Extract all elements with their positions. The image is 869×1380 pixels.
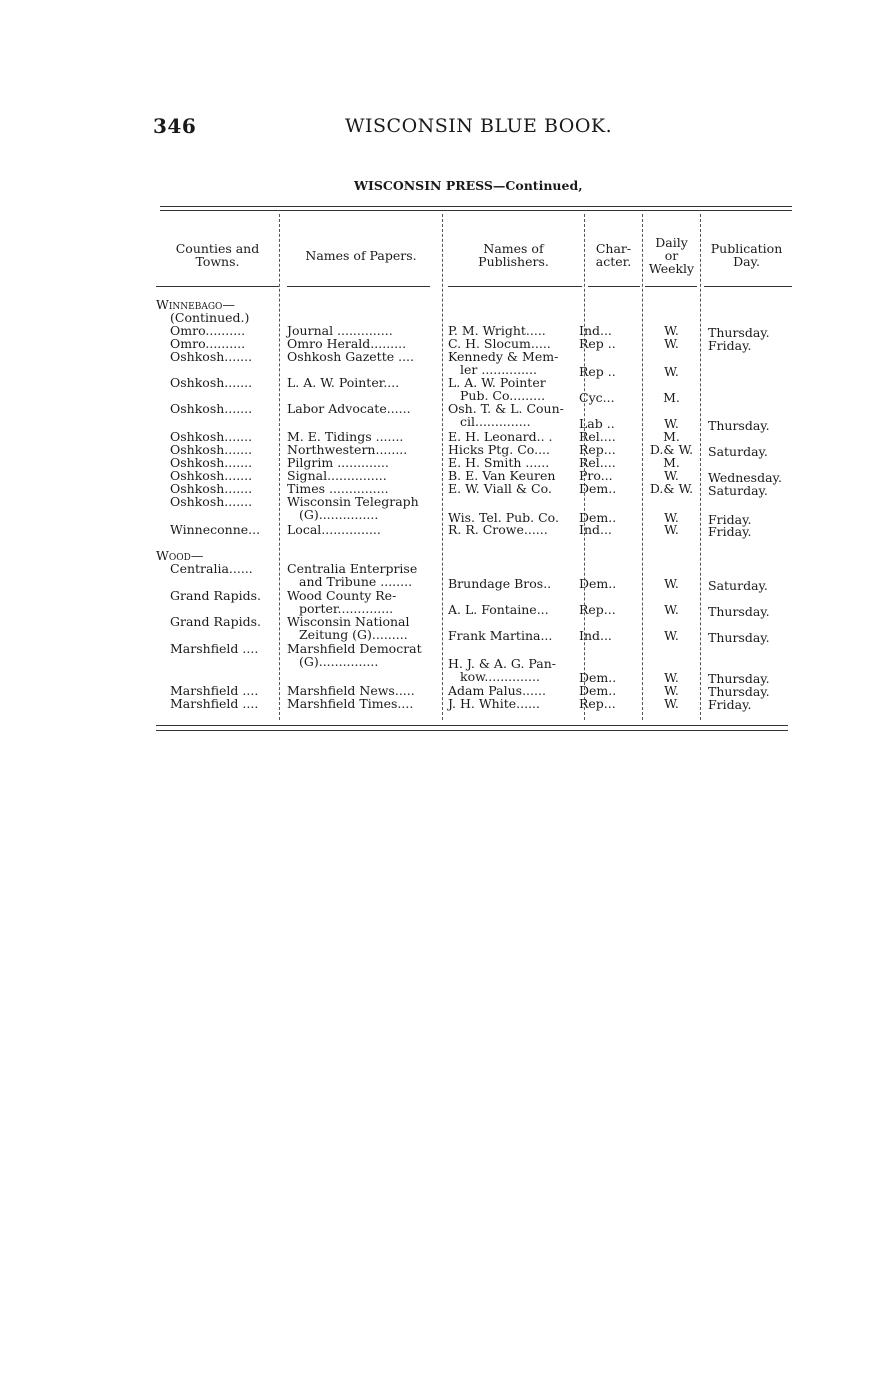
county-group-heading: Winnebago— [156, 297, 235, 312]
character-cell: Rep... [579, 696, 616, 711]
column-divider [279, 214, 280, 720]
publisher-cell: Osh. T. & L. Coun- [448, 401, 564, 416]
publisher-cell: ler .............. [460, 362, 537, 377]
frequency-cell: W. [664, 576, 679, 591]
county-cell: Centralia...... [170, 561, 253, 576]
frequency-cell: D.& W. [649, 442, 694, 457]
county-cell: Marshfield .... [170, 641, 259, 656]
frequency-cell: M. [663, 429, 680, 444]
publication-day-cell: Thursday. [708, 325, 770, 340]
header-frequency: Daily or Weekly [648, 234, 695, 276]
county-cell: Grand Rapids. [170, 614, 261, 629]
publication-day-cell: Friday. [708, 697, 752, 712]
publisher-cell: R. R. Crowe...... [448, 522, 548, 537]
county-cell: Oshkosh....... [170, 401, 253, 416]
table-header [156, 228, 792, 282]
column-divider [442, 214, 443, 720]
frequency-cell: W. [664, 510, 679, 525]
publisher-cell: E. H. Leonard.. . [448, 429, 553, 444]
frequency-cell: M. [663, 390, 680, 405]
county-cell: Grand Rapids. [170, 588, 261, 603]
publisher-cell: C. H. Slocum..... [448, 336, 551, 351]
character-cell: Rep... [579, 442, 616, 457]
table-top-rule-2 [160, 210, 792, 211]
publication-day-cell: Thursday. [708, 630, 770, 645]
paper-name-cell: Local............... [287, 522, 381, 537]
paper-name-cell: (G)............... [299, 654, 379, 669]
paper-name-cell: Marshfield News..... [287, 683, 415, 698]
frequency-cell: W. [664, 670, 679, 685]
character-cell: Dem.. [579, 481, 617, 496]
paper-name-cell: M. E. Tidings ....... [287, 429, 404, 444]
character-cell: Rel.... [579, 455, 616, 470]
frequency-cell: W. [664, 364, 679, 379]
paper-name-cell: L. A. W. Pointer.... [287, 375, 400, 390]
publisher-cell: B. E. Van Keuren [448, 468, 556, 483]
publication-day-cell: Friday. [708, 512, 752, 527]
paper-name-cell: Times ............... [287, 481, 389, 496]
frequency-cell: W. [664, 602, 679, 617]
character-cell: Ind... [579, 323, 612, 338]
character-cell: Ind... [579, 522, 612, 537]
publisher-cell: Brundage Bros.. [448, 576, 552, 591]
publication-day-cell: Saturday. [708, 578, 768, 593]
county-cell: Oshkosh....... [170, 494, 253, 509]
frequency-cell: W. [664, 323, 679, 338]
character-cell: Ind... [579, 628, 612, 643]
character-cell: Rep .. [579, 336, 616, 351]
header-character: Char- acter. [595, 241, 632, 269]
header-rule [645, 286, 697, 287]
table-bottom-rule-2 [156, 730, 788, 731]
paper-name-cell: Wisconsin Telegraph [287, 494, 419, 509]
county-cell: Oshkosh....... [170, 481, 253, 496]
paper-name-cell: (G)............... [299, 507, 379, 522]
table-bottom-rule [156, 725, 788, 726]
character-cell: Dem.. [579, 683, 617, 698]
county-group-heading: Wood— [156, 548, 204, 563]
table-top-rule [160, 206, 792, 207]
paper-name-cell: Omro Herald......... [287, 336, 407, 351]
publication-day-cell: Saturday. [708, 444, 768, 459]
character-cell: Cyc... [579, 390, 615, 405]
frequency-cell: W. [664, 468, 679, 483]
paper-name-cell: and Tribune ........ [299, 574, 413, 589]
header-publication-day: Publication Day. [710, 241, 783, 269]
header-rule [448, 286, 582, 287]
paper-name-cell: Northwestern........ [287, 442, 408, 457]
paper-name-cell: Centralia Enterprise [287, 561, 418, 576]
header-rule [704, 286, 792, 287]
header-counties: Counties and Towns. [175, 241, 260, 269]
header-publishers: Names of Publishers. [478, 241, 549, 269]
character-cell: Pro... [579, 468, 613, 483]
publisher-cell: Adam Palus...... [448, 683, 546, 698]
paper-name-cell: Marshfield Times.... [287, 696, 414, 711]
publisher-cell: Pub. Co......... [460, 388, 546, 403]
publication-day-cell: Thursday. [708, 604, 770, 619]
county-cell: Omro.......... [170, 336, 246, 351]
county-cell: Oshkosh....... [170, 442, 253, 457]
character-cell: Dem.. [579, 510, 617, 525]
running-head: WISCONSIN BLUE BOOK. [345, 115, 613, 137]
county-cell: Oshkosh....... [170, 468, 253, 483]
frequency-cell: W. [664, 683, 679, 698]
frequency-cell: W. [664, 336, 679, 351]
frequency-cell: D.& W. [649, 481, 694, 496]
section-title: WISCONSIN PRESS—Continued, [354, 178, 583, 193]
paper-name-cell: Wood County Re- [287, 588, 397, 603]
frequency-cell: W. [664, 522, 679, 537]
publication-day-cell: Thursday. [708, 418, 770, 433]
publisher-cell: Hicks Ptg. Co.... [448, 442, 551, 457]
publisher-cell: Wis. Tel. Pub. Co. [448, 510, 559, 525]
header-rule [287, 286, 430, 287]
publisher-cell: cil.............. [460, 414, 531, 429]
paper-name-cell: Oshkosh Gazette .... [287, 349, 414, 364]
county-cell: Winneconne... [170, 522, 261, 537]
publisher-cell: Kennedy & Mem- [448, 349, 559, 364]
publisher-cell: L. A. W. Pointer [448, 375, 546, 390]
publication-day-cell: Wednesday. [708, 470, 782, 485]
paper-name-cell: Journal .............. [287, 323, 393, 338]
character-cell: Rep... [579, 602, 616, 617]
press-table [156, 214, 792, 720]
header-rule [588, 286, 640, 287]
paper-name-cell: Zeitung (G)......... [299, 627, 408, 642]
header-rule [156, 286, 279, 287]
frequency-cell: W. [664, 416, 679, 431]
character-cell: Rep .. [579, 364, 616, 379]
publisher-cell: H. J. & A. G. Pan- [448, 656, 556, 671]
publisher-cell: Frank Martina... [448, 628, 553, 643]
publication-day-cell: Thursday. [708, 684, 770, 699]
paper-name-cell: porter.............. [299, 601, 394, 616]
county-cell: Oshkosh....... [170, 455, 253, 470]
county-cell: Oshkosh....... [170, 349, 253, 364]
county-cell: Marshfield .... [170, 696, 259, 711]
publisher-cell: J. H. White...... [448, 696, 540, 711]
paper-name-cell: Pilgrim ............. [287, 455, 389, 470]
publisher-cell: P. M. Wright..... [448, 323, 546, 338]
publication-day-cell: Friday. [708, 338, 752, 353]
character-cell: Lab .. [579, 416, 615, 431]
column-divider [700, 214, 701, 720]
publisher-cell: E. H. Smith ...... [448, 455, 550, 470]
county-cell: Oshkosh....... [170, 429, 253, 444]
county-cell: Omro.......... [170, 323, 246, 338]
publisher-cell: A. L. Fontaine... [448, 602, 549, 617]
publisher-cell: kow.............. [460, 669, 540, 684]
publisher-cell: E. W. Viall & Co. [448, 481, 552, 496]
frequency-cell: W. [664, 628, 679, 643]
character-cell: Dem.. [579, 576, 617, 591]
character-cell: Rel.... [579, 429, 616, 444]
frequency-cell: W. [664, 696, 679, 711]
county-cell: (Continued.) [170, 310, 250, 325]
page-number: 346 [153, 114, 197, 138]
character-cell: Dem.. [579, 670, 617, 685]
county-cell: Oshkosh....... [170, 375, 253, 390]
paper-name-cell: Signal............... [287, 468, 387, 483]
paper-name-cell: Wisconsin National [287, 614, 410, 629]
publication-day-cell: Saturday. [708, 483, 768, 498]
frequency-cell: M. [663, 455, 680, 470]
header-papers: Names of Papers. [305, 247, 417, 263]
county-cell: Marshfield .... [170, 683, 259, 698]
paper-name-cell: Labor Advocate...... [287, 401, 411, 416]
publication-day-cell: Friday. [708, 524, 752, 539]
paper-name-cell: Marshfield Democrat [287, 641, 422, 656]
publication-day-cell: Thursday. [708, 671, 770, 686]
